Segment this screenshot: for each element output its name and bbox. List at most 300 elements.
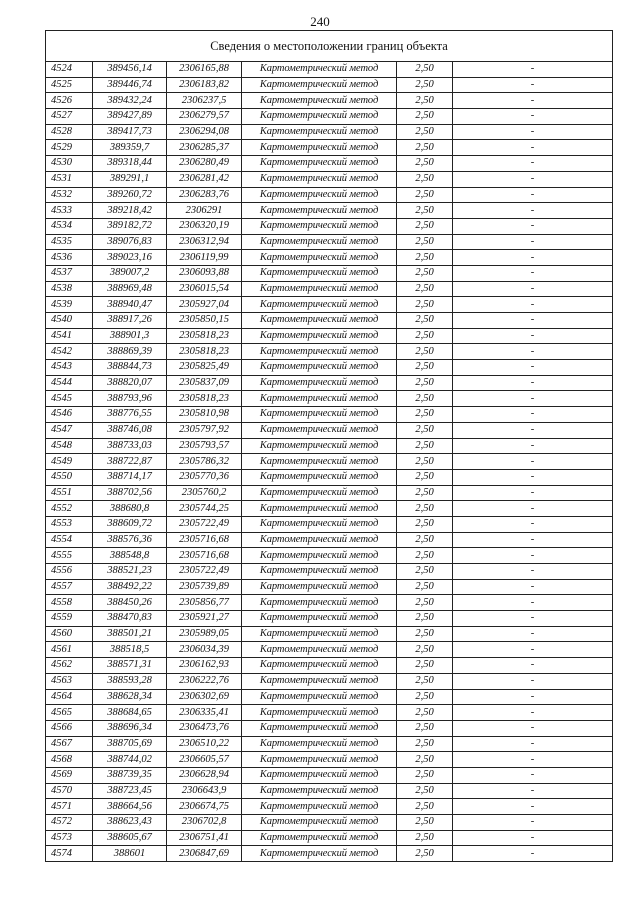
table-row xyxy=(46,673,613,689)
coord-x-cell: 388739,35 xyxy=(93,767,167,783)
note-cell: - xyxy=(453,548,613,564)
method-cell: Картометрический метод xyxy=(242,422,397,438)
coord-x-cell: 388793,96 xyxy=(93,391,167,407)
table-row xyxy=(46,579,613,595)
accuracy-cell: 2,50 xyxy=(397,516,453,532)
accuracy-cell: 2,50 xyxy=(397,281,453,297)
coord-y-cell: 2306628,94 xyxy=(167,767,242,783)
accuracy-cell: 2,50 xyxy=(397,313,453,329)
note-cell: - xyxy=(453,156,613,172)
point-number-cell: 4524 xyxy=(46,62,93,78)
coord-x-cell: 388521,23 xyxy=(93,564,167,580)
accuracy-cell: 2,50 xyxy=(397,767,453,783)
point-number-cell: 4533 xyxy=(46,203,93,219)
coord-x-cell: 388820,07 xyxy=(93,375,167,391)
coord-y-cell: 2306335,41 xyxy=(167,705,242,721)
point-number-cell: 4526 xyxy=(46,93,93,109)
coord-x-cell: 389432,24 xyxy=(93,93,167,109)
method-cell: Картометрический метод xyxy=(242,501,397,517)
table-row xyxy=(46,124,613,140)
point-number-cell: 4570 xyxy=(46,783,93,799)
method-cell: Картометрический метод xyxy=(242,124,397,140)
accuracy-cell: 2,50 xyxy=(397,265,453,281)
point-number-cell: 4565 xyxy=(46,705,93,721)
table-row xyxy=(46,109,613,125)
accuracy-cell: 2,50 xyxy=(397,485,453,501)
method-cell: Картометрический метод xyxy=(242,454,397,470)
method-cell: Картометрический метод xyxy=(242,187,397,203)
accuracy-cell: 2,50 xyxy=(397,234,453,250)
note-cell: - xyxy=(453,532,613,548)
method-cell: Картометрический метод xyxy=(242,156,397,172)
method-cell: Картометрический метод xyxy=(242,93,397,109)
table-row xyxy=(46,422,613,438)
point-number-cell: 4549 xyxy=(46,454,93,470)
coord-y-cell: 2306294,08 xyxy=(167,124,242,140)
coord-y-cell: 2306281,42 xyxy=(167,171,242,187)
accuracy-cell: 2,50 xyxy=(397,611,453,627)
accuracy-cell: 2,50 xyxy=(397,501,453,517)
note-cell: - xyxy=(453,62,613,78)
coord-x-cell: 389076,83 xyxy=(93,234,167,250)
note-cell: - xyxy=(453,783,613,799)
coord-y-cell: 2305760,2 xyxy=(167,485,242,501)
method-cell: Картометрический метод xyxy=(242,171,397,187)
method-cell: Картометрический метод xyxy=(242,767,397,783)
method-cell: Картометрический метод xyxy=(242,438,397,454)
coord-y-cell: 2306222,76 xyxy=(167,673,242,689)
point-number-cell: 4564 xyxy=(46,689,93,705)
method-cell: Картометрический метод xyxy=(242,250,397,266)
accuracy-cell: 2,50 xyxy=(397,77,453,93)
coord-y-cell: 2305825,49 xyxy=(167,360,242,376)
coord-y-cell: 2306285,37 xyxy=(167,140,242,156)
accuracy-cell: 2,50 xyxy=(397,548,453,564)
note-cell: - xyxy=(453,407,613,423)
method-cell: Картометрический метод xyxy=(242,673,397,689)
note-cell: - xyxy=(453,501,613,517)
note-cell: - xyxy=(453,799,613,815)
point-number-cell: 4554 xyxy=(46,532,93,548)
point-number-cell: 4543 xyxy=(46,360,93,376)
note-cell: - xyxy=(453,360,613,376)
point-number-cell: 4540 xyxy=(46,313,93,329)
table-row xyxy=(46,548,613,564)
accuracy-cell: 2,50 xyxy=(397,109,453,125)
accuracy-cell: 2,50 xyxy=(397,171,453,187)
accuracy-cell: 2,50 xyxy=(397,736,453,752)
accuracy-cell: 2,50 xyxy=(397,360,453,376)
coord-y-cell: 2306280,49 xyxy=(167,156,242,172)
table-row xyxy=(46,407,613,423)
note-cell: - xyxy=(453,203,613,219)
point-number-cell: 4547 xyxy=(46,422,93,438)
point-number-cell: 4571 xyxy=(46,799,93,815)
coord-y-cell: 2306847,69 xyxy=(167,846,242,862)
point-number-cell: 4566 xyxy=(46,720,93,736)
note-cell: - xyxy=(453,846,613,862)
table-row xyxy=(46,360,613,376)
accuracy-cell: 2,50 xyxy=(397,658,453,674)
accuracy-cell: 2,50 xyxy=(397,532,453,548)
coord-y-cell: 2305722,49 xyxy=(167,564,242,580)
note-cell: - xyxy=(453,93,613,109)
note-cell: - xyxy=(453,830,613,846)
coord-y-cell: 2306119,99 xyxy=(167,250,242,266)
coord-x-cell: 388684,65 xyxy=(93,705,167,721)
note-cell: - xyxy=(453,297,613,313)
method-cell: Картометрический метод xyxy=(242,234,397,250)
coord-y-cell: 2306702,8 xyxy=(167,815,242,831)
point-number-cell: 4528 xyxy=(46,124,93,140)
note-cell: - xyxy=(453,579,613,595)
page-number: 240 xyxy=(310,14,330,29)
point-number-cell: 4568 xyxy=(46,752,93,768)
table-row xyxy=(46,93,613,109)
method-cell: Картометрический метод xyxy=(242,846,397,862)
accuracy-cell: 2,50 xyxy=(397,830,453,846)
note-cell: - xyxy=(453,689,613,705)
accuracy-cell: 2,50 xyxy=(397,815,453,831)
coord-y-cell: 2306605,57 xyxy=(167,752,242,768)
method-cell: Картометрический метод xyxy=(242,391,397,407)
point-number-cell: 4548 xyxy=(46,438,93,454)
coord-y-cell: 2305770,36 xyxy=(167,469,242,485)
coord-y-cell: 2305716,68 xyxy=(167,532,242,548)
note-cell: - xyxy=(453,218,613,234)
note-cell: - xyxy=(453,752,613,768)
note-cell: - xyxy=(453,815,613,831)
accuracy-cell: 2,50 xyxy=(397,595,453,611)
coord-x-cell: 388518,5 xyxy=(93,642,167,658)
coord-x-cell: 388609,72 xyxy=(93,516,167,532)
point-number-cell: 4541 xyxy=(46,328,93,344)
table-row xyxy=(46,736,613,752)
coord-x-cell: 388605,67 xyxy=(93,830,167,846)
table-row xyxy=(46,611,613,627)
coord-x-cell: 388492,22 xyxy=(93,579,167,595)
note-cell: - xyxy=(453,673,613,689)
table-row xyxy=(46,532,613,548)
method-cell: Картометрический метод xyxy=(242,830,397,846)
accuracy-cell: 2,50 xyxy=(397,689,453,705)
table-row xyxy=(46,516,613,532)
note-cell: - xyxy=(453,234,613,250)
point-number-cell: 4531 xyxy=(46,171,93,187)
note-cell: - xyxy=(453,469,613,485)
method-cell: Картометрический метод xyxy=(242,407,397,423)
method-cell: Картометрический метод xyxy=(242,77,397,93)
coord-x-cell: 388844,73 xyxy=(93,360,167,376)
coord-y-cell: 2306510,22 xyxy=(167,736,242,752)
point-number-cell: 4552 xyxy=(46,501,93,517)
point-number-cell: 4567 xyxy=(46,736,93,752)
coord-x-cell: 388744,02 xyxy=(93,752,167,768)
point-number-cell: 4560 xyxy=(46,626,93,642)
note-cell: - xyxy=(453,767,613,783)
accuracy-cell: 2,50 xyxy=(397,469,453,485)
coord-x-cell: 389182,72 xyxy=(93,218,167,234)
coord-x-cell: 388723,45 xyxy=(93,783,167,799)
note-cell: - xyxy=(453,454,613,470)
method-cell: Картометрический метод xyxy=(242,485,397,501)
point-number-cell: 4546 xyxy=(46,407,93,423)
accuracy-cell: 2,50 xyxy=(397,422,453,438)
table-row xyxy=(46,187,613,203)
method-cell: Картометрический метод xyxy=(242,689,397,705)
coord-x-cell: 389260,72 xyxy=(93,187,167,203)
note-cell: - xyxy=(453,281,613,297)
coord-y-cell: 2305927,04 xyxy=(167,297,242,313)
method-cell: Картометрический метод xyxy=(242,218,397,234)
coord-x-cell: 388601 xyxy=(93,846,167,862)
point-number-cell: 4529 xyxy=(46,140,93,156)
accuracy-cell: 2,50 xyxy=(397,187,453,203)
coord-x-cell: 388664,56 xyxy=(93,799,167,815)
method-cell: Картометрический метод xyxy=(242,140,397,156)
note-cell: - xyxy=(453,611,613,627)
table-row xyxy=(46,658,613,674)
point-number-cell: 4534 xyxy=(46,218,93,234)
coord-y-cell: 2305716,68 xyxy=(167,548,242,564)
method-cell: Картометрический метод xyxy=(242,752,397,768)
method-cell: Картометрический метод xyxy=(242,548,397,564)
accuracy-cell: 2,50 xyxy=(397,799,453,815)
point-number-cell: 4563 xyxy=(46,673,93,689)
note-cell: - xyxy=(453,564,613,580)
point-number-cell: 4556 xyxy=(46,564,93,580)
accuracy-cell: 2,50 xyxy=(397,579,453,595)
table-row xyxy=(46,626,613,642)
method-cell: Картометрический метод xyxy=(242,375,397,391)
coord-x-cell: 389446,74 xyxy=(93,77,167,93)
boundary-table-container xyxy=(45,30,612,862)
accuracy-cell: 2,50 xyxy=(397,673,453,689)
coord-x-cell: 388869,39 xyxy=(93,344,167,360)
table-row xyxy=(46,156,613,172)
coord-y-cell: 2306165,88 xyxy=(167,62,242,78)
point-number-cell: 4559 xyxy=(46,611,93,627)
note-cell: - xyxy=(453,250,613,266)
table-title: Сведения о местоположении границ объекта xyxy=(46,31,613,62)
coord-x-cell: 388470,83 xyxy=(93,611,167,627)
coord-y-cell: 2306302,69 xyxy=(167,689,242,705)
coord-y-cell: 2306162,93 xyxy=(167,658,242,674)
point-number-cell: 4536 xyxy=(46,250,93,266)
table-row xyxy=(46,720,613,736)
coord-y-cell: 2305818,23 xyxy=(167,328,242,344)
table-row xyxy=(46,328,613,344)
note-cell: - xyxy=(453,140,613,156)
coord-y-cell: 2306183,82 xyxy=(167,77,242,93)
accuracy-cell: 2,50 xyxy=(397,407,453,423)
method-cell: Картометрический метод xyxy=(242,360,397,376)
coord-y-cell: 2305856,77 xyxy=(167,595,242,611)
coord-y-cell: 2306034,39 xyxy=(167,642,242,658)
point-number-cell: 4562 xyxy=(46,658,93,674)
coord-x-cell: 388776,55 xyxy=(93,407,167,423)
note-cell: - xyxy=(453,658,613,674)
accuracy-cell: 2,50 xyxy=(397,783,453,799)
accuracy-cell: 2,50 xyxy=(397,720,453,736)
table-row xyxy=(46,438,613,454)
accuracy-cell: 2,50 xyxy=(397,642,453,658)
boundary-table-body xyxy=(46,31,613,862)
accuracy-cell: 2,50 xyxy=(397,297,453,313)
note-cell: - xyxy=(453,375,613,391)
coord-y-cell: 2305837,09 xyxy=(167,375,242,391)
method-cell: Картометрический метод xyxy=(242,611,397,627)
coord-x-cell: 388576,36 xyxy=(93,532,167,548)
table-row xyxy=(46,281,613,297)
coord-y-cell: 2306237,5 xyxy=(167,93,242,109)
method-cell: Картометрический метод xyxy=(242,799,397,815)
coord-y-cell: 2305818,23 xyxy=(167,391,242,407)
note-cell: - xyxy=(453,720,613,736)
accuracy-cell: 2,50 xyxy=(397,564,453,580)
point-number-cell: 4532 xyxy=(46,187,93,203)
table-row xyxy=(46,140,613,156)
coord-x-cell: 389456,14 xyxy=(93,62,167,78)
table-row xyxy=(46,391,613,407)
coord-x-cell: 388450,26 xyxy=(93,595,167,611)
coord-y-cell: 2306015,54 xyxy=(167,281,242,297)
coord-y-cell: 2306320,19 xyxy=(167,218,242,234)
coord-y-cell: 2306093,88 xyxy=(167,265,242,281)
coord-y-cell: 2305850,15 xyxy=(167,313,242,329)
coord-y-cell: 2305744,25 xyxy=(167,501,242,517)
accuracy-cell: 2,50 xyxy=(397,203,453,219)
accuracy-cell: 2,50 xyxy=(397,438,453,454)
method-cell: Картометрический метод xyxy=(242,815,397,831)
point-number-cell: 4551 xyxy=(46,485,93,501)
accuracy-cell: 2,50 xyxy=(397,93,453,109)
table-row xyxy=(46,234,613,250)
accuracy-cell: 2,50 xyxy=(397,250,453,266)
note-cell: - xyxy=(453,344,613,360)
method-cell: Картометрический метод xyxy=(242,265,397,281)
coord-x-cell: 388940,47 xyxy=(93,297,167,313)
accuracy-cell: 2,50 xyxy=(397,328,453,344)
accuracy-cell: 2,50 xyxy=(397,140,453,156)
table-row xyxy=(46,77,613,93)
note-cell: - xyxy=(453,626,613,642)
coord-x-cell: 389318,44 xyxy=(93,156,167,172)
method-cell: Картометрический метод xyxy=(242,109,397,125)
coord-x-cell: 388705,69 xyxy=(93,736,167,752)
coord-y-cell: 2306473,76 xyxy=(167,720,242,736)
coord-x-cell: 389417,73 xyxy=(93,124,167,140)
coord-y-cell: 2306643,9 xyxy=(167,783,242,799)
table-row xyxy=(46,469,613,485)
note-cell: - xyxy=(453,328,613,344)
note-cell: - xyxy=(453,736,613,752)
method-cell: Картометрический метод xyxy=(242,595,397,611)
accuracy-cell: 2,50 xyxy=(397,846,453,862)
note-cell: - xyxy=(453,705,613,721)
note-cell: - xyxy=(453,187,613,203)
boundary-table xyxy=(45,30,613,862)
coord-x-cell: 388548,8 xyxy=(93,548,167,564)
coord-x-cell: 388901,3 xyxy=(93,328,167,344)
method-cell: Картометрический метод xyxy=(242,516,397,532)
point-number-cell: 4572 xyxy=(46,815,93,831)
table-row xyxy=(46,375,613,391)
coord-x-cell: 389218,42 xyxy=(93,203,167,219)
note-cell: - xyxy=(453,595,613,611)
method-cell: Картометрический метод xyxy=(242,532,397,548)
method-cell: Картометрический метод xyxy=(242,344,397,360)
coord-x-cell: 389007,2 xyxy=(93,265,167,281)
table-row xyxy=(46,218,613,234)
note-cell: - xyxy=(453,642,613,658)
coord-y-cell: 2306279,57 xyxy=(167,109,242,125)
coord-x-cell: 388680,8 xyxy=(93,501,167,517)
table-row xyxy=(46,203,613,219)
table-row xyxy=(46,501,613,517)
table-row xyxy=(46,313,613,329)
coord-y-cell: 2305797,92 xyxy=(167,422,242,438)
point-number-cell: 4544 xyxy=(46,375,93,391)
table-row xyxy=(46,689,613,705)
table-row xyxy=(46,485,613,501)
coord-x-cell: 388733,03 xyxy=(93,438,167,454)
table-row xyxy=(46,767,613,783)
coord-y-cell: 2306283,76 xyxy=(167,187,242,203)
point-number-cell: 4561 xyxy=(46,642,93,658)
note-cell: - xyxy=(453,171,613,187)
coord-y-cell: 2305786,32 xyxy=(167,454,242,470)
point-number-cell: 4537 xyxy=(46,265,93,281)
method-cell: Картометрический метод xyxy=(242,328,397,344)
method-cell: Картометрический метод xyxy=(242,62,397,78)
note-cell: - xyxy=(453,124,613,140)
accuracy-cell: 2,50 xyxy=(397,391,453,407)
point-number-cell: 4558 xyxy=(46,595,93,611)
accuracy-cell: 2,50 xyxy=(397,705,453,721)
point-number-cell: 4530 xyxy=(46,156,93,172)
point-number-cell: 4539 xyxy=(46,297,93,313)
note-cell: - xyxy=(453,485,613,501)
coord-x-cell: 389427,89 xyxy=(93,109,167,125)
coord-y-cell: 2305722,49 xyxy=(167,516,242,532)
accuracy-cell: 2,50 xyxy=(397,62,453,78)
coord-y-cell: 2305921,27 xyxy=(167,611,242,627)
accuracy-cell: 2,50 xyxy=(397,156,453,172)
method-cell: Картометрический метод xyxy=(242,658,397,674)
note-cell: - xyxy=(453,265,613,281)
coord-x-cell: 388917,26 xyxy=(93,313,167,329)
table-row xyxy=(46,297,613,313)
table-row xyxy=(46,171,613,187)
table-title-row xyxy=(46,31,613,62)
note-cell: - xyxy=(453,516,613,532)
coord-x-cell: 388628,34 xyxy=(93,689,167,705)
coord-x-cell: 388969,48 xyxy=(93,281,167,297)
table-row xyxy=(46,642,613,658)
point-number-cell: 4573 xyxy=(46,830,93,846)
table-row xyxy=(46,799,613,815)
accuracy-cell: 2,50 xyxy=(397,344,453,360)
method-cell: Картометрический метод xyxy=(242,564,397,580)
accuracy-cell: 2,50 xyxy=(397,218,453,234)
point-number-cell: 4574 xyxy=(46,846,93,862)
method-cell: Картометрический метод xyxy=(242,783,397,799)
table-row xyxy=(46,454,613,470)
table-row xyxy=(46,830,613,846)
coord-x-cell: 388714,17 xyxy=(93,469,167,485)
table-row xyxy=(46,705,613,721)
